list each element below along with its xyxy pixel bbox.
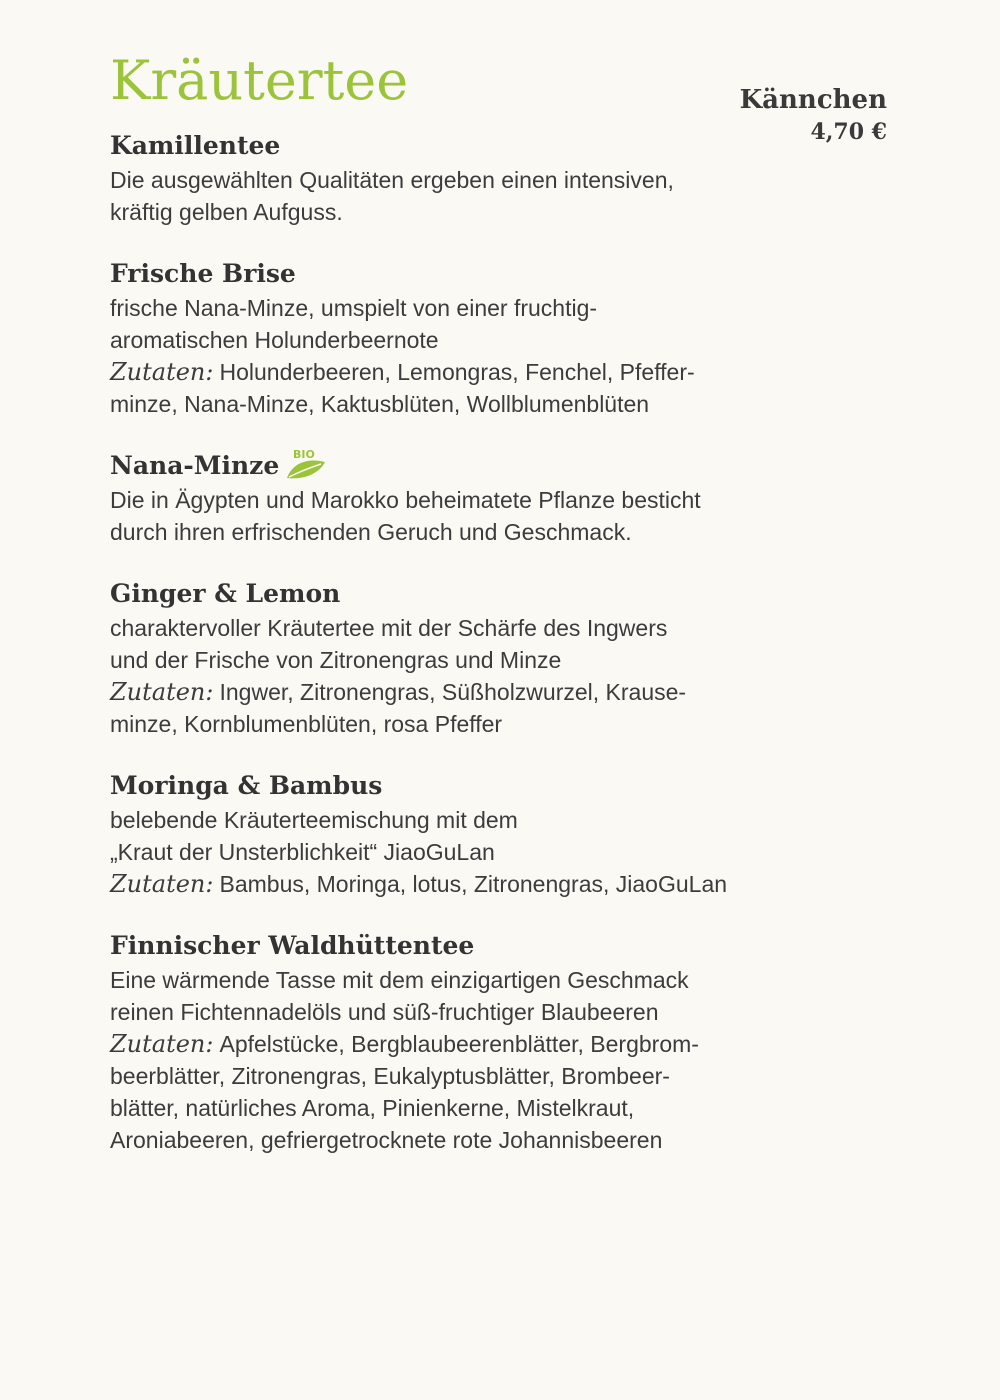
item-ingredients bbox=[110, 356, 750, 420]
description-line: belebende Kräuterteemischung mit dem bbox=[110, 807, 518, 833]
ingredients-line: beerblätter, Zitronengras, Eukalyptusblätter, Brombeer- bbox=[110, 1063, 670, 1089]
price-header bbox=[740, 84, 887, 147]
description-line: durch ihren erfrischenden Geruch und Geschmack. bbox=[110, 519, 632, 545]
bio-badge-text: BIO bbox=[293, 448, 316, 461]
item-name bbox=[110, 768, 750, 804]
item-name-text: Ginger & Lemon bbox=[110, 579, 341, 608]
ingredients-label: Zutaten: bbox=[110, 1030, 214, 1058]
ingredients-label: Zutaten: bbox=[110, 870, 214, 898]
item-description bbox=[110, 164, 750, 228]
menu-item-frische-brise bbox=[110, 256, 750, 420]
description-line: „Kraut der Unsterblichkeit“ JiaoGuLan bbox=[110, 839, 495, 865]
description-line: Die in Ägypten und Marokko beheimatete Pflanze besticht bbox=[110, 487, 701, 513]
description-line: und der Frische von Zitronengras und Minze bbox=[110, 647, 562, 673]
description-line: aromatischen Holunderbeernote bbox=[110, 327, 439, 353]
description-line: reinen Fichtennadelöls und süß-fruchtiger Blaubeeren bbox=[110, 999, 659, 1025]
ingredients-line: Bambus, Moringa, lotus, Zitronengras, JiaoGuLan bbox=[219, 871, 728, 897]
ingredients-line: blätter, natürliches Aroma, Pinienkerne, Mistelkraut, bbox=[110, 1095, 635, 1121]
page-title: Kräutertee bbox=[110, 49, 409, 112]
menu-items bbox=[110, 128, 750, 1184]
description-line: frische Nana-Minze, umspielt von einer fruchtig- bbox=[110, 295, 598, 321]
ingredients-line: Aroniabeeren, gefriergetrocknete rote Johannisbeeren bbox=[110, 1127, 663, 1153]
ingredients-line: Ingwer, Zitronengras, Süßholzwurzel, Krause- bbox=[219, 679, 687, 705]
item-ingredients bbox=[110, 868, 750, 900]
ingredients-label: Zutaten: bbox=[110, 678, 214, 706]
item-name bbox=[110, 448, 750, 484]
description-line: Die ausgewählten Qualitäten ergeben einen intensiven, bbox=[110, 167, 674, 193]
price-size-label: Kännchen bbox=[739, 85, 887, 115]
leaf-icon bbox=[283, 448, 327, 482]
menu-item-nana-minze bbox=[110, 448, 750, 548]
item-name bbox=[110, 928, 750, 964]
menu-item-moringa-bambus bbox=[110, 768, 750, 900]
item-ingredients bbox=[110, 676, 750, 740]
item-description bbox=[110, 612, 750, 676]
menu-item-finnischer-waldhuettentee bbox=[110, 928, 750, 1156]
ingredients-label: Zutaten: bbox=[110, 358, 214, 386]
menu-item-kamillentee bbox=[110, 128, 750, 228]
item-description bbox=[110, 484, 750, 548]
ingredients-line: minze, Nana-Minze, Kaktusblüten, Wollblumenblüten bbox=[110, 391, 650, 417]
item-description bbox=[110, 292, 750, 356]
item-name-text: Nana-Minze bbox=[110, 451, 280, 480]
item-name bbox=[110, 256, 750, 292]
item-name-text: Frische Brise bbox=[110, 259, 296, 288]
item-description bbox=[110, 804, 750, 868]
menu-item-ginger-lemon bbox=[110, 576, 750, 740]
price-value: 4,70 € bbox=[810, 118, 887, 145]
item-description bbox=[110, 964, 750, 1028]
item-ingredients bbox=[110, 1028, 750, 1156]
ingredients-line: minze, Kornblumenblüten, rosa Pfeffer bbox=[110, 711, 503, 737]
description-line: kräftig gelben Aufguss. bbox=[110, 199, 343, 225]
ingredients-line: Holunderbeeren, Lemongras, Fenchel, Pfeffer- bbox=[219, 359, 695, 385]
ingredients-line: Apfelstücke, Bergblaubeerenblätter, Bergbrom- bbox=[219, 1031, 699, 1057]
item-name-text: Finnischer Waldhüttentee bbox=[110, 931, 475, 960]
item-name-text: Kamillentee bbox=[110, 131, 281, 160]
description-line: charaktervoller Kräutertee mit der Schärfe des Ingwers bbox=[110, 615, 668, 641]
description-line: Eine wärmende Tasse mit dem einzigartigen Geschmack bbox=[110, 967, 689, 993]
item-name bbox=[110, 576, 750, 612]
item-name-text: Moringa & Bambus bbox=[110, 771, 383, 800]
item-name bbox=[110, 128, 750, 164]
